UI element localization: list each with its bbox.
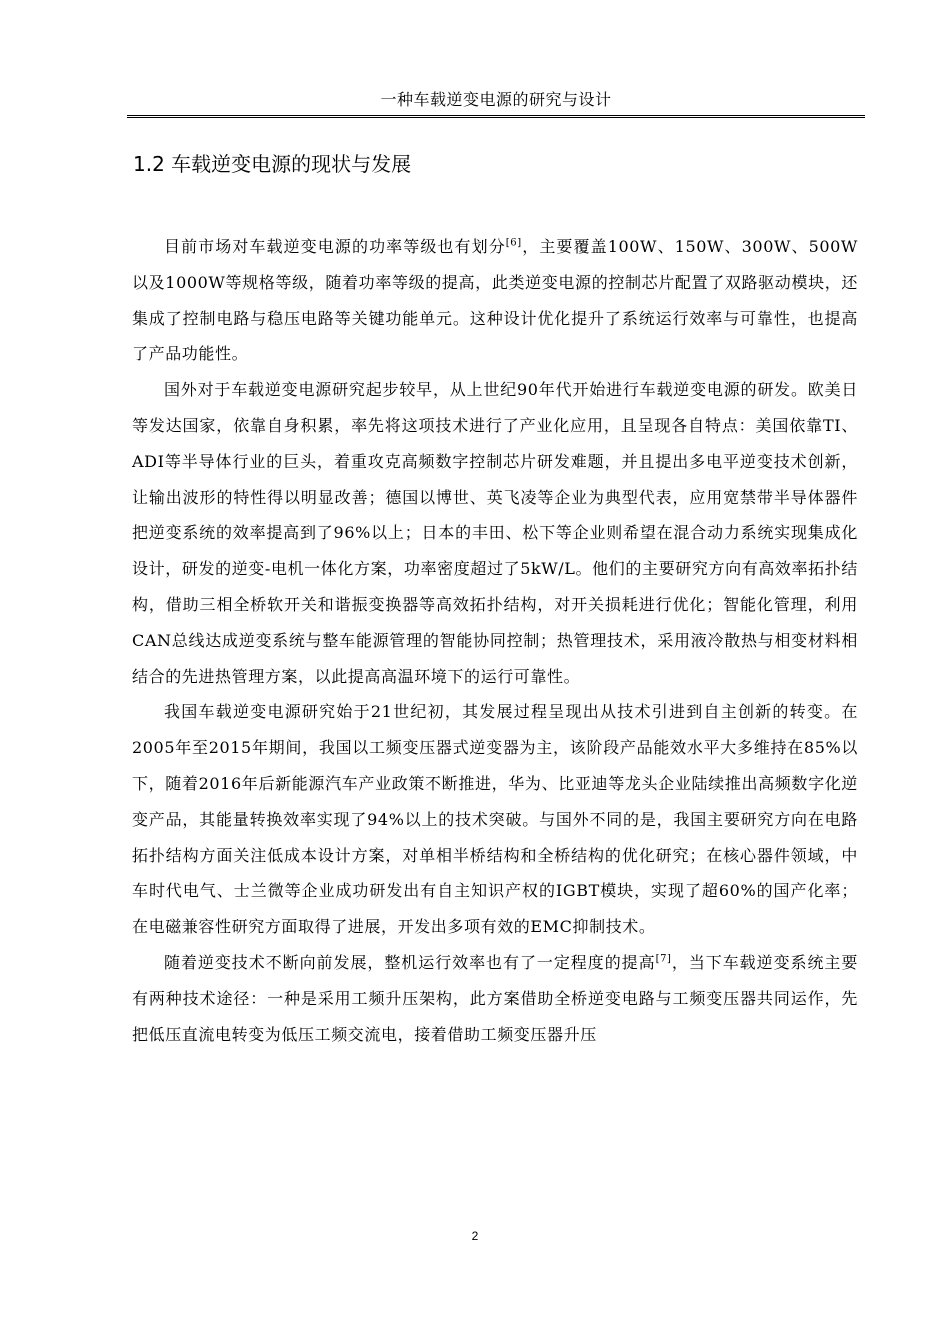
page-number: 2	[471, 1229, 479, 1243]
paragraph-text: 随着逆变技术不断向前发展，整机运行效率也有了一定程度的提高	[164, 952, 656, 972]
header-title: 一种车载逆变电源的研究与设计	[380, 90, 612, 109]
paragraph-text: 国外对于车载逆变电源研究起步较早，从上世纪90年代开始进行车载逆变电源的研发。欧美日等发达国家，依靠自身积累，率先将这项技术进行了产业化应用，且呈现各自特点：美国依靠TI、ADI等半导体行业的巨头，着重攻克高频数字控制芯片研发难题，并且提出多电平逆变技术创新，让输出波形的特性得以明显改善；德国以博世、英飞凌等企业为典型代表，应用宽禁带半导体器件把逆变系统的效率提高到了96%以上；日本的丰田、松下等企业则希望在混合动力系统实现集成化设计，研发的逆变-电机一体化方案，功率密度超过了5kW/L。他们的主要研究方向有高效率拓扑结构，借助三相全桥软开关和谐振变换器等高效拓扑结构，对开关损耗进行优化；智能化管理，利用CAN总线达成逆变系统与整车能源管理的智能协同控制；热管理技术，采用液冷散热与相变材料相结合的先进热管理方案，以此提高高温环境下的运行可靠性。	[132, 380, 858, 686]
paragraph-1	[132, 229, 858, 372]
paragraph-2	[132, 372, 858, 694]
paragraph-text: ，当下车载逆变系统主要有两种技术途径：一种是采用工频升压架构，此方案借助全桥逆变电路与工频变压器共同运作，先把低压直流电转变为低压工频交流电，接着借助工频变压器升压	[132, 952, 858, 1044]
paragraph-text: 目前市场对车载逆变电源的功率等级也有划分	[164, 237, 506, 256]
paragraph-text: ，主要覆盖100W、150W、300W、500W以及1000W等规格等级，随着功率等级的提高，此类逆变电源的控制芯片配置了双路驱动模块，还集成了控制电路与稳压电路等关键功能单元。这种设计优化提升了系统运行效率与可靠性，也提高了产品功能性。	[132, 237, 858, 364]
citation: [7]	[655, 953, 672, 965]
paragraph-4	[132, 945, 858, 1052]
body-text	[132, 229, 858, 1052]
paragraph-text: 我国车载逆变电源研究始于21世纪初，其发展过程呈现出从技术引进到自主创新的转变。在2005年至2015年期间，我国以工频变压器式逆变器为主，该阶段产品能效水平大多维持在85%以下，随着2016年后新能源汽车产业政策不断推进，华为、比亚迪等龙头企业陆续推出高频数字化逆变产品，其能量转换效率实现了94%以上的技术突破。与国外不同的是，我国主要研究方向在电路拓扑结构方面关注低成本设计方案，对单相半桥结构和全桥结构的优化研究；在核心器件领域，中车时代电气、士兰微等企业成功研发出有自主知识产权的IGBT模块，实现了超60%的国产化率；在电磁兼容性研究方面取得了进展，开发出多项有效的EMC抑制技术。	[132, 702, 858, 937]
paragraph-3	[132, 694, 858, 945]
citation: [6]	[505, 237, 522, 249]
section-heading: 1.2 车载逆变电源的现状与发展	[133, 152, 412, 176]
page-header	[127, 84, 865, 118]
